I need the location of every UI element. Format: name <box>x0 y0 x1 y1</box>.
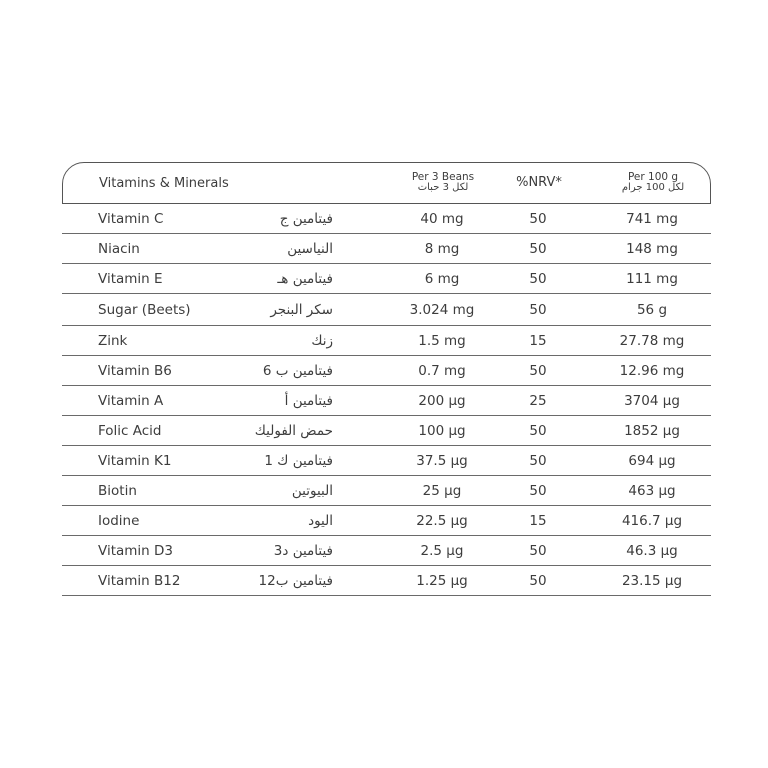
nutrient-name-en: Vitamin E <box>98 270 163 287</box>
table-row <box>62 326 711 356</box>
value-per-3-beans: 37.5 µg <box>416 452 468 469</box>
header-per100-ar: لكل 100 جرام <box>621 182 685 194</box>
table-row <box>62 416 711 446</box>
value-per-100g: 3704 µg <box>624 392 680 409</box>
header-per3-en: Per 3 Beans <box>411 171 475 184</box>
nutrient-name-en: Zink <box>98 332 128 349</box>
nutrient-name-en: Vitamin D3 <box>98 542 173 559</box>
nutrient-name-ar: فيتامين هـ <box>277 270 333 287</box>
value-nrv: 50 <box>529 240 547 257</box>
value-nrv: 15 <box>529 512 547 529</box>
value-per-100g: 148 mg <box>626 240 678 257</box>
value-nrv: 15 <box>529 332 547 349</box>
nutrient-name-ar: فيتامين أ <box>284 392 333 409</box>
header-per100 <box>593 163 713 203</box>
value-per-3-beans: 100 µg <box>418 422 466 439</box>
nutrient-name-en: Vitamin A <box>98 392 164 409</box>
header-title: Vitamins & Minerals <box>99 175 229 191</box>
value-nrv: 50 <box>529 482 547 499</box>
value-per-3-beans: 1.25 µg <box>416 572 468 589</box>
value-per-3-beans: 6 mg <box>424 270 460 287</box>
nutrient-name-ar: اليود <box>308 512 333 529</box>
nutrient-name-en: Sugar (Beets) <box>98 301 191 318</box>
nutrient-name-en: Vitamin C <box>98 210 164 227</box>
value-per-100g: 46.3 µg <box>626 542 678 559</box>
value-per-100g: 741 mg <box>626 210 678 227</box>
nutrient-name-en: Iodine <box>98 512 140 529</box>
value-nrv: 50 <box>529 270 547 287</box>
nutrient-name-en: Folic Acid <box>98 422 162 439</box>
value-per-100g: 463 µg <box>628 482 676 499</box>
value-per-3-beans: 200 µg <box>418 392 466 409</box>
header-nrv-label: %NRV* <box>516 175 562 191</box>
value-per-3-beans: 1.5 mg <box>418 332 466 349</box>
value-nrv: 50 <box>529 301 547 318</box>
value-nrv: 50 <box>529 572 547 589</box>
table-row <box>62 386 711 416</box>
nutrient-name-en: Vitamin B6 <box>98 362 172 379</box>
table-row <box>62 356 711 386</box>
value-per-100g: 12.96 mg <box>619 362 685 379</box>
value-per-3-beans: 22.5 µg <box>416 512 468 529</box>
value-per-100g: 56 g <box>636 301 668 318</box>
header-per100-en: Per 100 g <box>627 171 679 184</box>
value-per-3-beans: 2.5 µg <box>420 542 464 559</box>
nutrient-name-en: Biotin <box>98 482 137 499</box>
table-row <box>62 204 711 234</box>
nutrient-name-ar: زنك <box>311 332 333 349</box>
value-nrv: 25 <box>529 392 547 409</box>
nutrient-name-ar: حمض الفوليك <box>254 422 333 439</box>
table-body <box>62 204 711 596</box>
value-nrv: 50 <box>529 362 547 379</box>
nutrient-name-ar: فيتامين ك 1 <box>264 452 333 469</box>
nutrient-name-en: Vitamin K1 <box>98 452 172 469</box>
table-row <box>62 234 711 264</box>
nutrient-name-ar: النياسين <box>287 240 333 257</box>
table-row <box>62 446 711 476</box>
nutrient-name-ar: البيوتين <box>291 482 333 499</box>
nutrient-name-ar: فيتامين ج <box>279 210 333 227</box>
table-row <box>62 264 711 294</box>
nutrient-name-ar: فيتامين ب 6 <box>262 362 333 379</box>
header-nrv <box>491 163 587 203</box>
value-per-3-beans: 3.024 mg <box>409 301 475 318</box>
header-per3-ar: لكل 3 حبات <box>417 182 469 194</box>
value-per-100g: 111 mg <box>626 270 678 287</box>
value-nrv: 50 <box>529 422 547 439</box>
header-per3 <box>393 163 493 203</box>
nutrient-name-en: Vitamin B12 <box>98 572 181 589</box>
nutrition-table <box>62 162 711 596</box>
value-per-100g: 27.78 mg <box>619 332 685 349</box>
table-row <box>62 476 711 506</box>
value-per-100g: 23.15 µg <box>621 572 683 589</box>
value-per-3-beans: 8 mg <box>424 240 460 257</box>
value-per-100g: 416.7 µg <box>621 512 683 529</box>
value-nrv: 50 <box>529 452 547 469</box>
table-row <box>62 566 711 596</box>
value-per-100g: 694 µg <box>628 452 676 469</box>
value-per-3-beans: 40 mg <box>420 210 464 227</box>
value-nrv: 50 <box>529 542 547 559</box>
value-per-3-beans: 25 µg <box>422 482 462 499</box>
nutrient-name-en: Niacin <box>98 240 140 257</box>
nutrient-name-ar: سكر البنجر <box>270 301 333 318</box>
table-header <box>62 162 711 204</box>
nutrient-name-ar: فيتامين د3 <box>273 542 333 559</box>
value-per-3-beans: 0.7 mg <box>418 362 466 379</box>
table-row <box>62 294 711 326</box>
nutrient-name-ar: فيتامين ب12 <box>258 572 333 589</box>
table-row <box>62 536 711 566</box>
value-nrv: 50 <box>529 210 547 227</box>
table-row <box>62 506 711 536</box>
value-per-100g: 1852 µg <box>624 422 680 439</box>
